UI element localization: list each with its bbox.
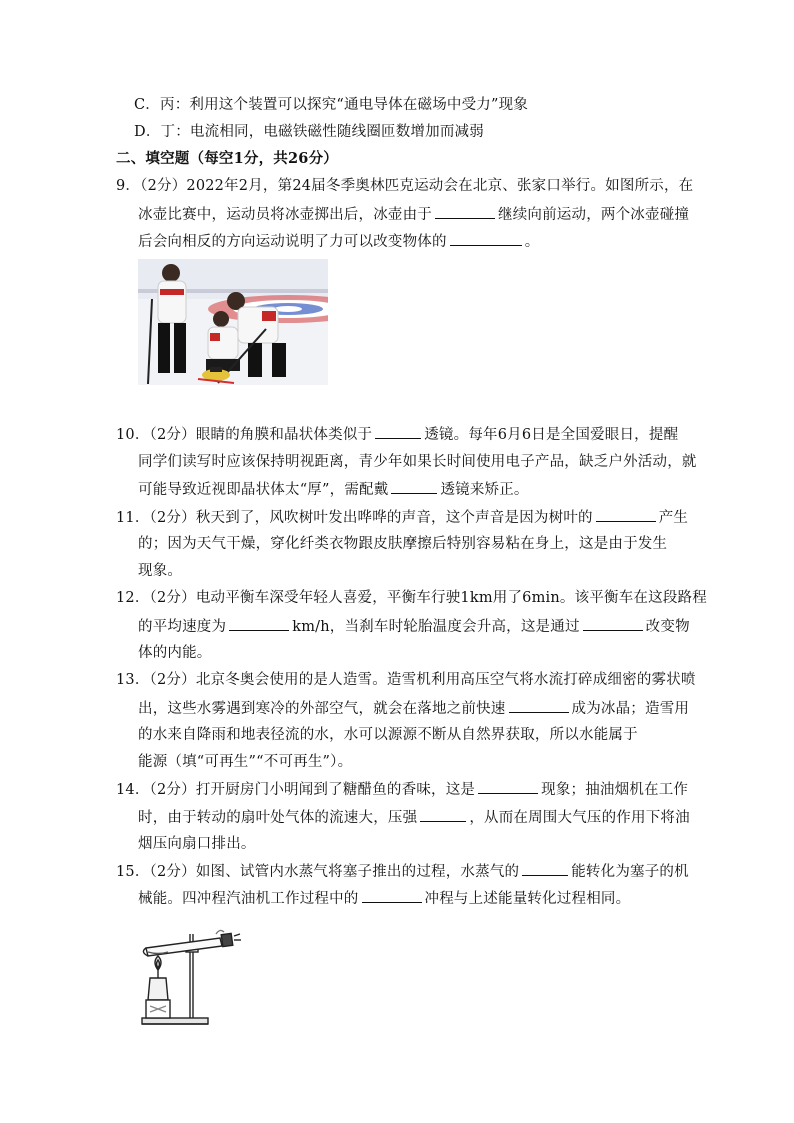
q14-line2 [138, 807, 690, 828]
q13-line4: 能源（填“可再生”“不可再生”）。 [138, 754, 353, 770]
q10-text-a: 10．（2分）眼睛的角膜和晶状体类似于 [116, 427, 373, 443]
q12-line2 [138, 616, 690, 637]
answer-blank[interactable] [375, 424, 421, 439]
answer-blank[interactable] [391, 479, 437, 494]
answer-blank[interactable] [420, 807, 466, 822]
q14-text-a: 14．（2分）打开厨房门小明闻到了糖醋鱼的香味，这是 [116, 782, 476, 798]
q12-line3: 体的内能。 [138, 645, 212, 661]
option-c: C．丙：利用这个装置可以探究“通电导体在磁场中受力”现象 [134, 97, 529, 113]
q9-line1: 9．（2分）2022年2月，第24届冬季奥林匹克运动会在北京、张家口举行。如图所示，在 [116, 178, 694, 194]
q13-text-a: 出，这些水雾遇到寒冷的外部空气，就会在落地之前快速 [138, 701, 506, 717]
q13-line3: 的水来自降雨和地表径流的水，水可以源源不断从自然界获取，所以水能属于 [138, 727, 638, 743]
answer-blank[interactable] [522, 861, 568, 876]
answer-blank[interactable] [583, 616, 643, 631]
q10-line1 [116, 424, 678, 445]
q13-line2 [138, 698, 689, 719]
q10-line2: 同学们读写时应该保持明视距离，青少年如果长时间使用电子产品，缺乏户外活动，就 [138, 454, 697, 470]
q12-text-c: 改变物 [645, 619, 690, 635]
answer-blank[interactable] [509, 698, 569, 713]
q9-text-a: 冰壶比赛中，运动员将冰壶掷出后，冰壶由于 [138, 207, 432, 223]
q12-text-a: 的平均速度为 [138, 619, 227, 635]
q10-text-c: 可能导致近视即晶状体太“厚”，需配戴 [138, 482, 389, 498]
section-heading: 二、填空题（每空1分，共26分） [116, 150, 338, 167]
answer-blank[interactable] [450, 231, 522, 246]
q9-text-b: 继续向前运动，两个冰壶碰撞 [498, 207, 690, 223]
q14-text-c: 时，由于转动的扇叶处气体的流速大，压强 [138, 810, 418, 826]
q11-text-b: 产生 [658, 510, 689, 526]
q12-text-b: km/h，当刹车时轮胎温度会升高，这是通过 [292, 619, 580, 635]
answer-blank[interactable] [478, 779, 538, 794]
test-tube-apparatus [138, 926, 242, 1026]
q14-text-b: 现象；抽油烟机在工作 [541, 782, 689, 798]
q15-text-d: 冲程与上述能量转化过程相同。 [424, 891, 631, 907]
q10-line3 [138, 479, 529, 500]
q14-text-d: ，从而在周围大气压的作用下将油 [469, 810, 690, 826]
q13-text-b: 成为冰晶；造雪用 [571, 701, 690, 717]
q15-line1 [116, 861, 689, 882]
q15-line2 [138, 888, 630, 909]
q15-text-b: 能转化为塞子的机 [571, 864, 689, 880]
q9-line3 [138, 231, 539, 252]
q9-text-c: 后会向相反的方向运动说明了力可以改变物体的 [138, 234, 447, 250]
q9-line2 [138, 204, 689, 225]
q10-text-b: 透镜。每年6月6日是全国爱眼日，提醒 [424, 427, 679, 443]
curling-photo [138, 259, 328, 385]
q10-text-d: 透镜来矫正。 [440, 482, 529, 498]
answer-blank[interactable] [362, 888, 422, 903]
q11-line1 [116, 507, 688, 528]
q14-line3: 烟压向扇口排出。 [138, 836, 256, 852]
q12-line1: 12．（2分）电动平衡车深受年轻人喜爱，平衡车行驶1km用了6min。该平衡车在这段路程 [116, 590, 707, 606]
answer-blank[interactable] [435, 204, 495, 219]
answer-blank[interactable] [229, 616, 289, 631]
answer-blank[interactable] [596, 507, 656, 522]
q11-text-a: 11．（2分）秋天到了，风吹树叶发出哗哗的声音，这个声音是因为树叶的 [116, 510, 593, 526]
q15-text-c: 械能。四冲程汽油机工作过程中的 [138, 891, 359, 907]
q11-line2: 的；因为天气干燥，穿化纤类衣物跟皮肤摩擦后特别容易粘在身上，这是由于发生 [138, 536, 668, 552]
q9-text-d: 。 [524, 234, 540, 250]
option-d: D．丁：电流相同，电磁铁磁性随线圈匝数增加而减弱 [134, 124, 484, 140]
q15-text-a: 15．（2分）如图、试管内水蒸气将塞子推出的过程，水蒸气的 [116, 864, 520, 880]
q14-line1 [116, 779, 688, 800]
q13-line1: 13．（2分）北京冬奥会使用的是人造雪。造雪机利用高压空气将水流打碎成细密的雾状喷 [116, 672, 696, 688]
q11-line3: 现象。 [138, 563, 183, 579]
